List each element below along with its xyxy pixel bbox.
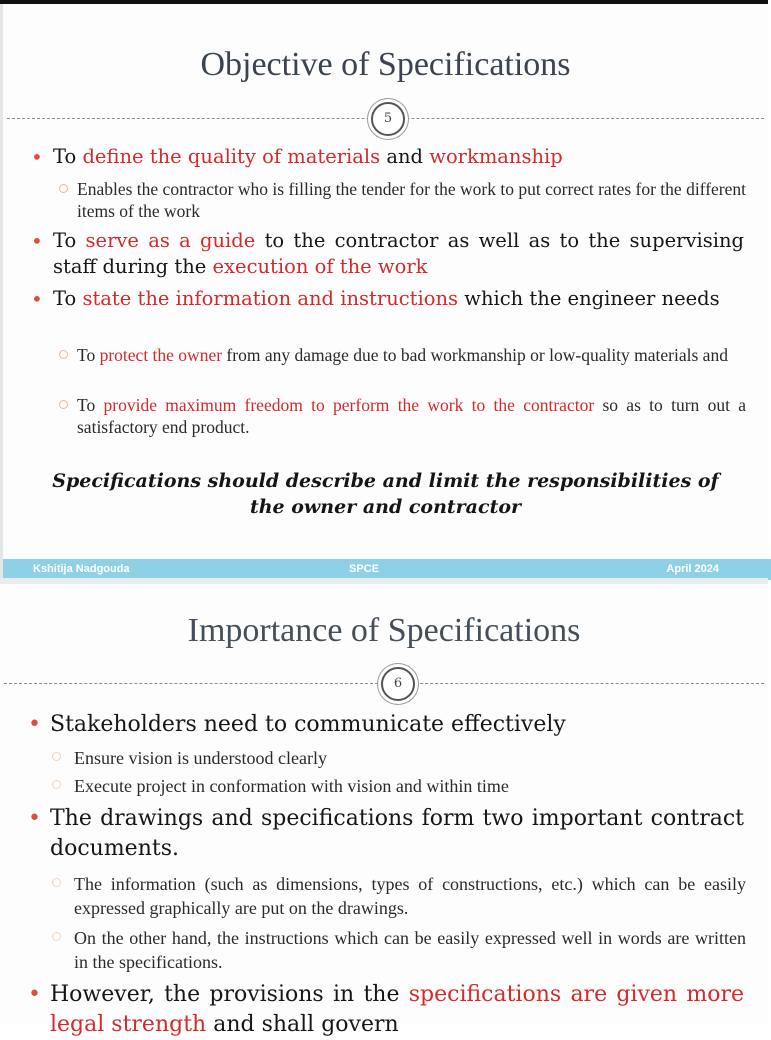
summary-quote: Specifications should describe and limit the responsibilities of the owner and contractor bbox=[52, 470, 719, 518]
sub-bullet-ring-icon bbox=[59, 400, 68, 409]
sub-bullet-ring-icon bbox=[59, 350, 68, 359]
sub-bullet-ring-icon bbox=[52, 932, 61, 941]
slide-importance: Importance of Specifications 6 • Stakeholders need to communicate effectively Ensure vision is understood clearly Execute project in conformation with vision and within time • The drawings and specifications form two important contract documents. The information (such as dimensions, types of constructions, etc.) which can be easily expressed graphically are put on the drawings. On the other hand, the instructions which can be easily expressed well in words are written in the specifications. • However, the provisions in the specifications are given more legal strength and shall govern bbox=[0, 584, 768, 1024]
sub-bullet-ring-icon bbox=[52, 780, 61, 789]
footer-date: April 2024 bbox=[666, 563, 719, 575]
bullet-dot-icon: • bbox=[31, 287, 43, 311]
slide-number-badge: 5 bbox=[371, 102, 405, 136]
slide-number-badge: 6 bbox=[381, 667, 415, 701]
sub-bullet-ring-icon bbox=[59, 184, 68, 193]
slide-title: Objective of Specifications bbox=[200, 46, 571, 83]
sub-bullet-ring-icon bbox=[52, 878, 61, 887]
bullet-dot-icon: • bbox=[31, 145, 43, 169]
slide-title: Importance of Specifications bbox=[187, 612, 581, 649]
slide-objective: Objective of Specifications 5 • To define the quality of materials and workmanship Enables the contractor who is filling the tender for the work to put correct rates for the different items of the work • To serve as a guide to the contractor as well as to the supervising staff during the execution of the work • To state the information and instructions which the engineer needs To protect the owner from any damage due to bad workmanship or low-quality materials and To provide maximum freedom to perform the work to the contractor so as to turn out a satisfactory end product. Specifications should describe and limit the responsibilities of the owner and contractor Kshitija Nadgouda SPCE April 2024 bbox=[0, 4, 768, 580]
bullet-dot-icon: • bbox=[28, 806, 41, 831]
bullet-dot-icon: • bbox=[31, 229, 43, 253]
slide-footer bbox=[3, 559, 771, 580]
sub-bullet-ring-icon bbox=[52, 752, 61, 761]
bullet-dot-icon: • bbox=[28, 712, 41, 737]
bullet-dot-icon: • bbox=[28, 982, 41, 1007]
footer-institute: SPCE bbox=[349, 563, 379, 575]
footer-author: Kshitija Nadgouda bbox=[33, 563, 130, 575]
